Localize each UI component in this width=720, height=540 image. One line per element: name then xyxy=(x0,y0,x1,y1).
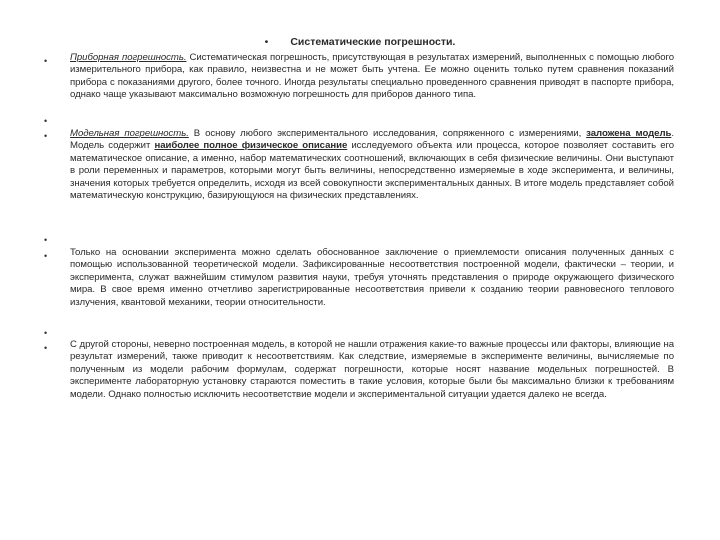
paragraph-instrument-error xyxy=(70,52,674,102)
paragraph-text: . Модель содержит xyxy=(70,128,674,152)
title-bullet: • xyxy=(264,36,269,48)
slide-title: Систематические погрешности. xyxy=(290,36,456,48)
paragraph-text: Систематическая погрешность, присутствующая в результатах измерений, выполненных с помощью любого измерительного прибора, как правило, неизвестна и не может быть учтена. Ее можно оценить только путем сравнения показаний прибора с показаниями другого, более точного. Иногда результаты специально проведенного сравнения приводят в паспорте прибора, однако чаще указывают максимально возможную погрешность для приборов данного типа. xyxy=(70,52,675,101)
bullet-marker: • xyxy=(44,328,48,338)
emphasis-description: наиболее полное физическое описание xyxy=(154,140,348,152)
paragraph-text: исследуемого объекта или процесса, которое позволяет составить его математическое описание, а именно, набор математических соотношений, включающих в себя физические величины. Они выступают в роли переменных и параметров, которыми могут быть величины, непосредственно измеряемые в ходе эксперимента, и величины, значения которых требуется определить, исходя из всей совокупности экспериментальных данных. В итоге модель представляет собой математическую конструкцию, базирующуюся на физических представлениях. xyxy=(70,140,675,202)
bullet-marker: • xyxy=(44,131,48,141)
emphasis-model: заложена модель xyxy=(586,128,672,139)
bullet-marker: • xyxy=(44,116,48,126)
slide-title-row xyxy=(0,36,720,48)
term-instrument-error: Приборная погрешность. xyxy=(70,52,187,63)
bullet-marker: • xyxy=(44,251,48,261)
paragraph-wrong-model: С другой стороны, неверно построенная модель, в которой не нашли отражения какие-то важные процессы или факторы, влияющие на результат измерений, также приводит к несоответствиям. Как следствие, измеряемые в эксперименте величины, вычисляемые по полученным из модели рабочим формулам, содержат погрешности, которые носят название модельных погрешностей. В эксперименте лабораторную установку стараются поместить в такие условия, которые были бы максимально близки к требованиям модели. Однако полностью исключить несоответствие модели и экспериментальной ситуации удается далеко не всегда. xyxy=(70,339,674,400)
bullet-marker: • xyxy=(44,235,48,245)
bullet-marker: • xyxy=(44,56,48,66)
paragraph-experiment-basis: Только на основании эксперимента можно сделать обоснованное заключение о приемлемости описания полученных данных с помощью использованной теоретической модели. Зафиксированные несоответствия построенной модели, фактически – теории, и эксперимента, служат важнейшим стимулом развития науки, требуя уточнять представления о природе окружающего физического мира. В свое время именно отчетливо зарегистрированные несоответствия привели к созданию теории равновесного теплового излучения, квантовой механики, теории относительности. xyxy=(70,247,674,308)
paragraph-model-error xyxy=(70,128,674,202)
term-model-error: Модельная погрешность. xyxy=(70,128,189,139)
bullet-marker: • xyxy=(44,343,48,353)
paragraph-text: В основу любого экспериментального исследования, сопряженного с измерениями, xyxy=(188,128,587,139)
